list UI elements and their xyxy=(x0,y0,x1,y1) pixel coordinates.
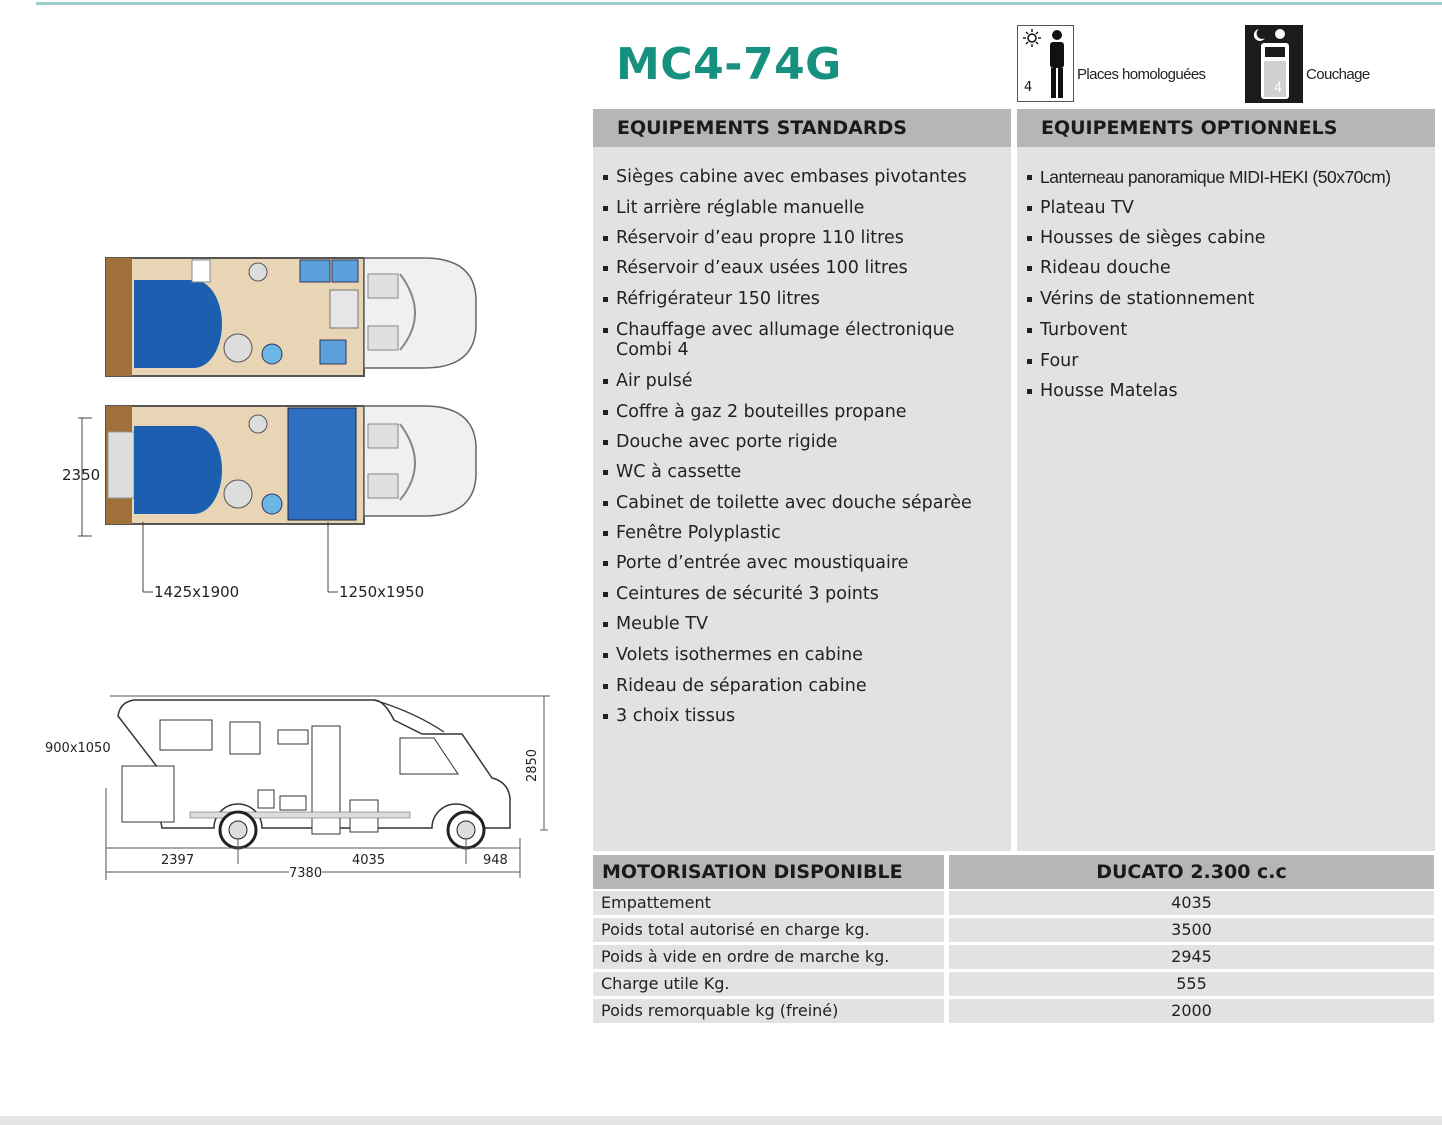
list-item: Lit arrière réglable manuelle xyxy=(593,198,1011,218)
list-item: Coffre à gaz 2 bouteilles propane xyxy=(593,402,1011,422)
standard-equipment-header: EQUIPEMENTS STANDARDS xyxy=(593,109,1011,147)
list-item: Douche avec porte rigide xyxy=(593,432,1011,452)
front-overhang-dimension: 948 xyxy=(483,853,508,868)
places-count: 4 xyxy=(1024,80,1033,95)
spec-value: 3500 xyxy=(949,918,1434,942)
wheelbase-dimension: 4035 xyxy=(352,853,386,868)
list-item: Ceintures de sécurité 3 points xyxy=(593,584,1011,604)
spec-value: 2945 xyxy=(949,945,1434,969)
list-item: Housses de sièges cabine xyxy=(1017,228,1435,248)
front-bed-dimension: 1250x1950 xyxy=(339,583,425,601)
floorplan-width-label: 2350 xyxy=(62,466,101,484)
door-dimension: 900x1050 xyxy=(45,741,111,756)
list-item: Plateau TV xyxy=(1017,198,1435,218)
rear-bed-dimension: 1425x1900 xyxy=(154,583,240,601)
list-item: Rideau de séparation cabine xyxy=(593,676,1011,696)
list-item: Réservoir d’eau propre 110 litres xyxy=(593,228,1011,248)
list-item: Turbovent xyxy=(1017,320,1435,340)
list-item: Fenêtre Polyplastic xyxy=(593,523,1011,543)
table-row xyxy=(593,891,1434,915)
table-row xyxy=(593,999,1434,1023)
couchage-count: 4 xyxy=(1274,81,1283,96)
list-item: Meuble TV xyxy=(593,614,1011,634)
couchage-icon xyxy=(1245,25,1303,103)
spec-label: Poids à vide en ordre de marche kg. xyxy=(593,945,944,969)
table-row xyxy=(593,918,1434,942)
optional-equipment-list xyxy=(1017,167,1435,401)
optional-equipment-header: EQUIPEMENTS OPTIONNELS xyxy=(1017,109,1435,147)
list-item: Rideau douche xyxy=(1017,258,1435,278)
list-item: Air pulsé xyxy=(593,371,1011,391)
places-label: Places homologuées xyxy=(1077,66,1206,83)
motorisation-header: MOTORISATION DISPONIBLE xyxy=(593,855,944,889)
list-item: WC à cassette xyxy=(593,462,1011,482)
list-item: Sièges cabine avec embases pivotantes xyxy=(593,167,1011,187)
spec-label: Empattement xyxy=(593,891,944,915)
floorplan-dimension-lines xyxy=(70,410,370,600)
bottom-rule xyxy=(0,1116,1442,1125)
spec-value: 4035 xyxy=(949,891,1434,915)
top-rule xyxy=(36,2,1442,5)
total-length-dimension: 7380 xyxy=(289,866,323,881)
list-item: Lanterneau panoramique MIDI-HEKI (50x70cm) xyxy=(1017,167,1435,187)
spec-value: 555 xyxy=(949,972,1434,996)
places-homologuees-icon xyxy=(1017,25,1074,102)
list-item: Housse Matelas xyxy=(1017,381,1435,401)
list-item: Réservoir d’eaux usées 100 litres xyxy=(593,258,1011,278)
height-dimension: 2850 xyxy=(525,748,541,783)
table-row xyxy=(593,972,1434,996)
table-row xyxy=(593,945,1434,969)
list-item: Volets isothermes en cabine xyxy=(593,645,1011,665)
list-item: Vérins de stationnement xyxy=(1017,289,1435,309)
model-title: MC4-74G xyxy=(616,39,842,90)
list-item: 3 choix tissus xyxy=(593,706,1011,726)
list-item: Réfrigérateur 150 litres xyxy=(593,289,1011,309)
standard-equipment-list xyxy=(593,167,1011,726)
couchage-label: Couchage xyxy=(1306,66,1370,83)
list-item: Cabinet de toilette avec douche séparèe xyxy=(593,493,1011,513)
spec-value: 2000 xyxy=(949,999,1434,1023)
spec-label: Poids total autorisé en charge kg. xyxy=(593,918,944,942)
list-item: Porte d’entrée avec moustiquaire xyxy=(593,553,1011,573)
spec-label: Charge utile Kg. xyxy=(593,972,944,996)
list-item: Four xyxy=(1017,351,1435,371)
floorplan-top xyxy=(100,244,485,380)
list-item: Chauffage avec allumage électronique Combi 4 xyxy=(593,320,976,360)
rear-overhang-dimension: 2397 xyxy=(161,853,195,868)
engine-header: DUCATO 2.300 c.c xyxy=(949,855,1434,889)
spec-label: Poids remorquable kg (freiné) xyxy=(593,999,944,1023)
